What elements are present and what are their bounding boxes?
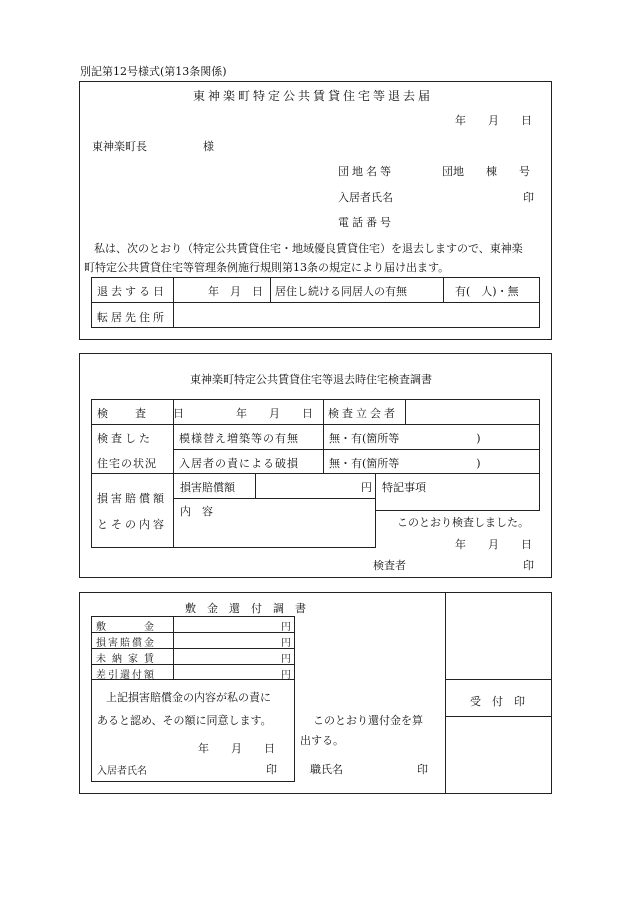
cohabitant-field[interactable]: 有( 人)・無 — [455, 285, 519, 298]
inspector-label: 検査者 — [373, 559, 406, 572]
deposit-title: 敷 金 還 付 調 書 — [185, 602, 306, 615]
consent-date[interactable]: 年 月 日 — [198, 742, 275, 755]
deposit-row-label: 敷 金 — [96, 622, 156, 633]
leave-table-col-divider — [443, 277, 444, 302]
deposit-col-divider — [173, 616, 174, 680]
danchi-field[interactable]: 団地 棟 号 — [442, 165, 530, 178]
deposit-row-label: 未納家賃 — [96, 654, 160, 665]
cohabitant-label: 居住し続ける同居人の有無 — [275, 285, 407, 298]
leave-date-field[interactable]: 年 月 日 — [208, 285, 263, 298]
form-number: 別記第12号様式(第13条関係) — [80, 65, 227, 78]
resident-name-label: 入居者氏名 — [338, 191, 393, 204]
leave-table-col-divider — [173, 277, 174, 328]
inspection-row-divider — [173, 449, 540, 450]
compensation-label-2: とその内容 — [97, 518, 167, 531]
inspection-col-divider — [323, 399, 324, 474]
deposit-row-unit[interactable]: 円 — [281, 638, 291, 649]
deposit-row-unit[interactable]: 円 — [281, 670, 291, 681]
addressee-honorific: 様 — [203, 140, 214, 153]
leave-date-label: 退去する日 — [97, 285, 167, 298]
notice-body-line1: 私は、次のとおり（特定公共賃貸住宅・地域優良賃貸住宅）を退去しますので、東神楽 — [94, 242, 523, 255]
house-status-label-1: 検査した — [97, 432, 153, 445]
consent-resident-seal[interactable]: 印 — [266, 763, 277, 776]
deposit-row-unit[interactable]: 円 — [281, 622, 291, 633]
danchi-label: 団地名等 — [338, 165, 394, 178]
witness-label: 検査立会者 — [328, 407, 398, 420]
refund-line1: このとおり還付金を算 — [313, 714, 423, 727]
compensation-row-divider — [173, 498, 376, 499]
compensation-yen[interactable]: 円 — [361, 481, 372, 494]
notice-body-line2: 町特定公共賃貸住宅等管理条例施行規則第13条の規定により届け出ます。 — [84, 261, 450, 274]
inspection-confirm-date[interactable]: 年 月 日 — [455, 538, 532, 551]
remodel-field[interactable]: 無・有(箇所等 ) — [329, 432, 481, 445]
inspector-seal[interactable]: 印 — [523, 559, 534, 572]
consent-resident-label: 入居者氏名 — [97, 766, 147, 777]
notice-title: 東神楽町特定公共賃貸住宅等退去届 — [193, 89, 434, 103]
deposit-row-unit[interactable]: 円 — [281, 654, 291, 665]
leave-table-row-divider — [91, 302, 540, 303]
consent-line2: あると認め、その額に同意します。 — [97, 714, 272, 727]
new-address-label: 転居先住所 — [97, 311, 167, 324]
inspection-row-divider — [91, 424, 540, 425]
compensation-col-divider — [255, 473, 256, 498]
compensation-label-1: 損害賠償額 — [97, 492, 167, 505]
house-status-label-2: 住宅の状況 — [97, 457, 157, 470]
damage-label: 入居者の責による破損 — [179, 457, 299, 470]
receipt-column-divider — [445, 592, 446, 794]
resident-seal[interactable]: 印 — [523, 191, 534, 204]
compensation-amount-label: 損害賠償額 — [180, 481, 235, 494]
damage-field[interactable]: 無・有(箇所等 ) — [329, 457, 481, 470]
refund-line2: 出する。 — [300, 734, 344, 747]
inspection-date-label: 検 査 日 — [97, 407, 192, 420]
deposit-row-label: 差引還付額 — [96, 670, 156, 681]
addressee: 東神楽町長 — [92, 140, 147, 153]
deposit-row-label: 損害賠償金 — [96, 638, 156, 649]
official-seal[interactable]: 印 — [417, 763, 428, 776]
consent-line1: 上記損害賠償金の内容が私の責に — [106, 691, 271, 704]
leave-table-col-divider — [270, 277, 271, 302]
inspection-date-field[interactable]: 年 月 日 — [236, 407, 313, 420]
new-address-field[interactable] — [176, 304, 538, 326]
remodel-label: 模様替え増築等の有無 — [179, 432, 299, 445]
compensation-col-divider — [173, 473, 174, 548]
compensation-content-label: 内 容 — [180, 505, 213, 518]
receipt-label: 受 付 印 — [470, 695, 525, 708]
notes-bottom-border — [376, 510, 540, 511]
compensation-content-field[interactable] — [176, 518, 374, 546]
official-name-label: 職氏名 — [310, 763, 343, 776]
notice-date[interactable]: 年 月 日 — [455, 114, 532, 127]
inspection-confirm-text: このとおり検査しました。 — [397, 516, 529, 529]
receipt-stamp-area[interactable] — [447, 718, 551, 792]
inspection-col-divider — [405, 399, 406, 424]
inspection-title: 東神楽町特定公共賃貸住宅等退去時住宅検査調書 — [190, 373, 432, 386]
receipt-row-divider — [445, 716, 552, 717]
phone-label: 電話番号 — [338, 216, 394, 229]
notes-label: 特記事項 — [382, 481, 426, 494]
witness-field[interactable] — [408, 401, 538, 422]
receipt-row-divider — [445, 679, 552, 680]
notes-right-border — [539, 473, 540, 510]
